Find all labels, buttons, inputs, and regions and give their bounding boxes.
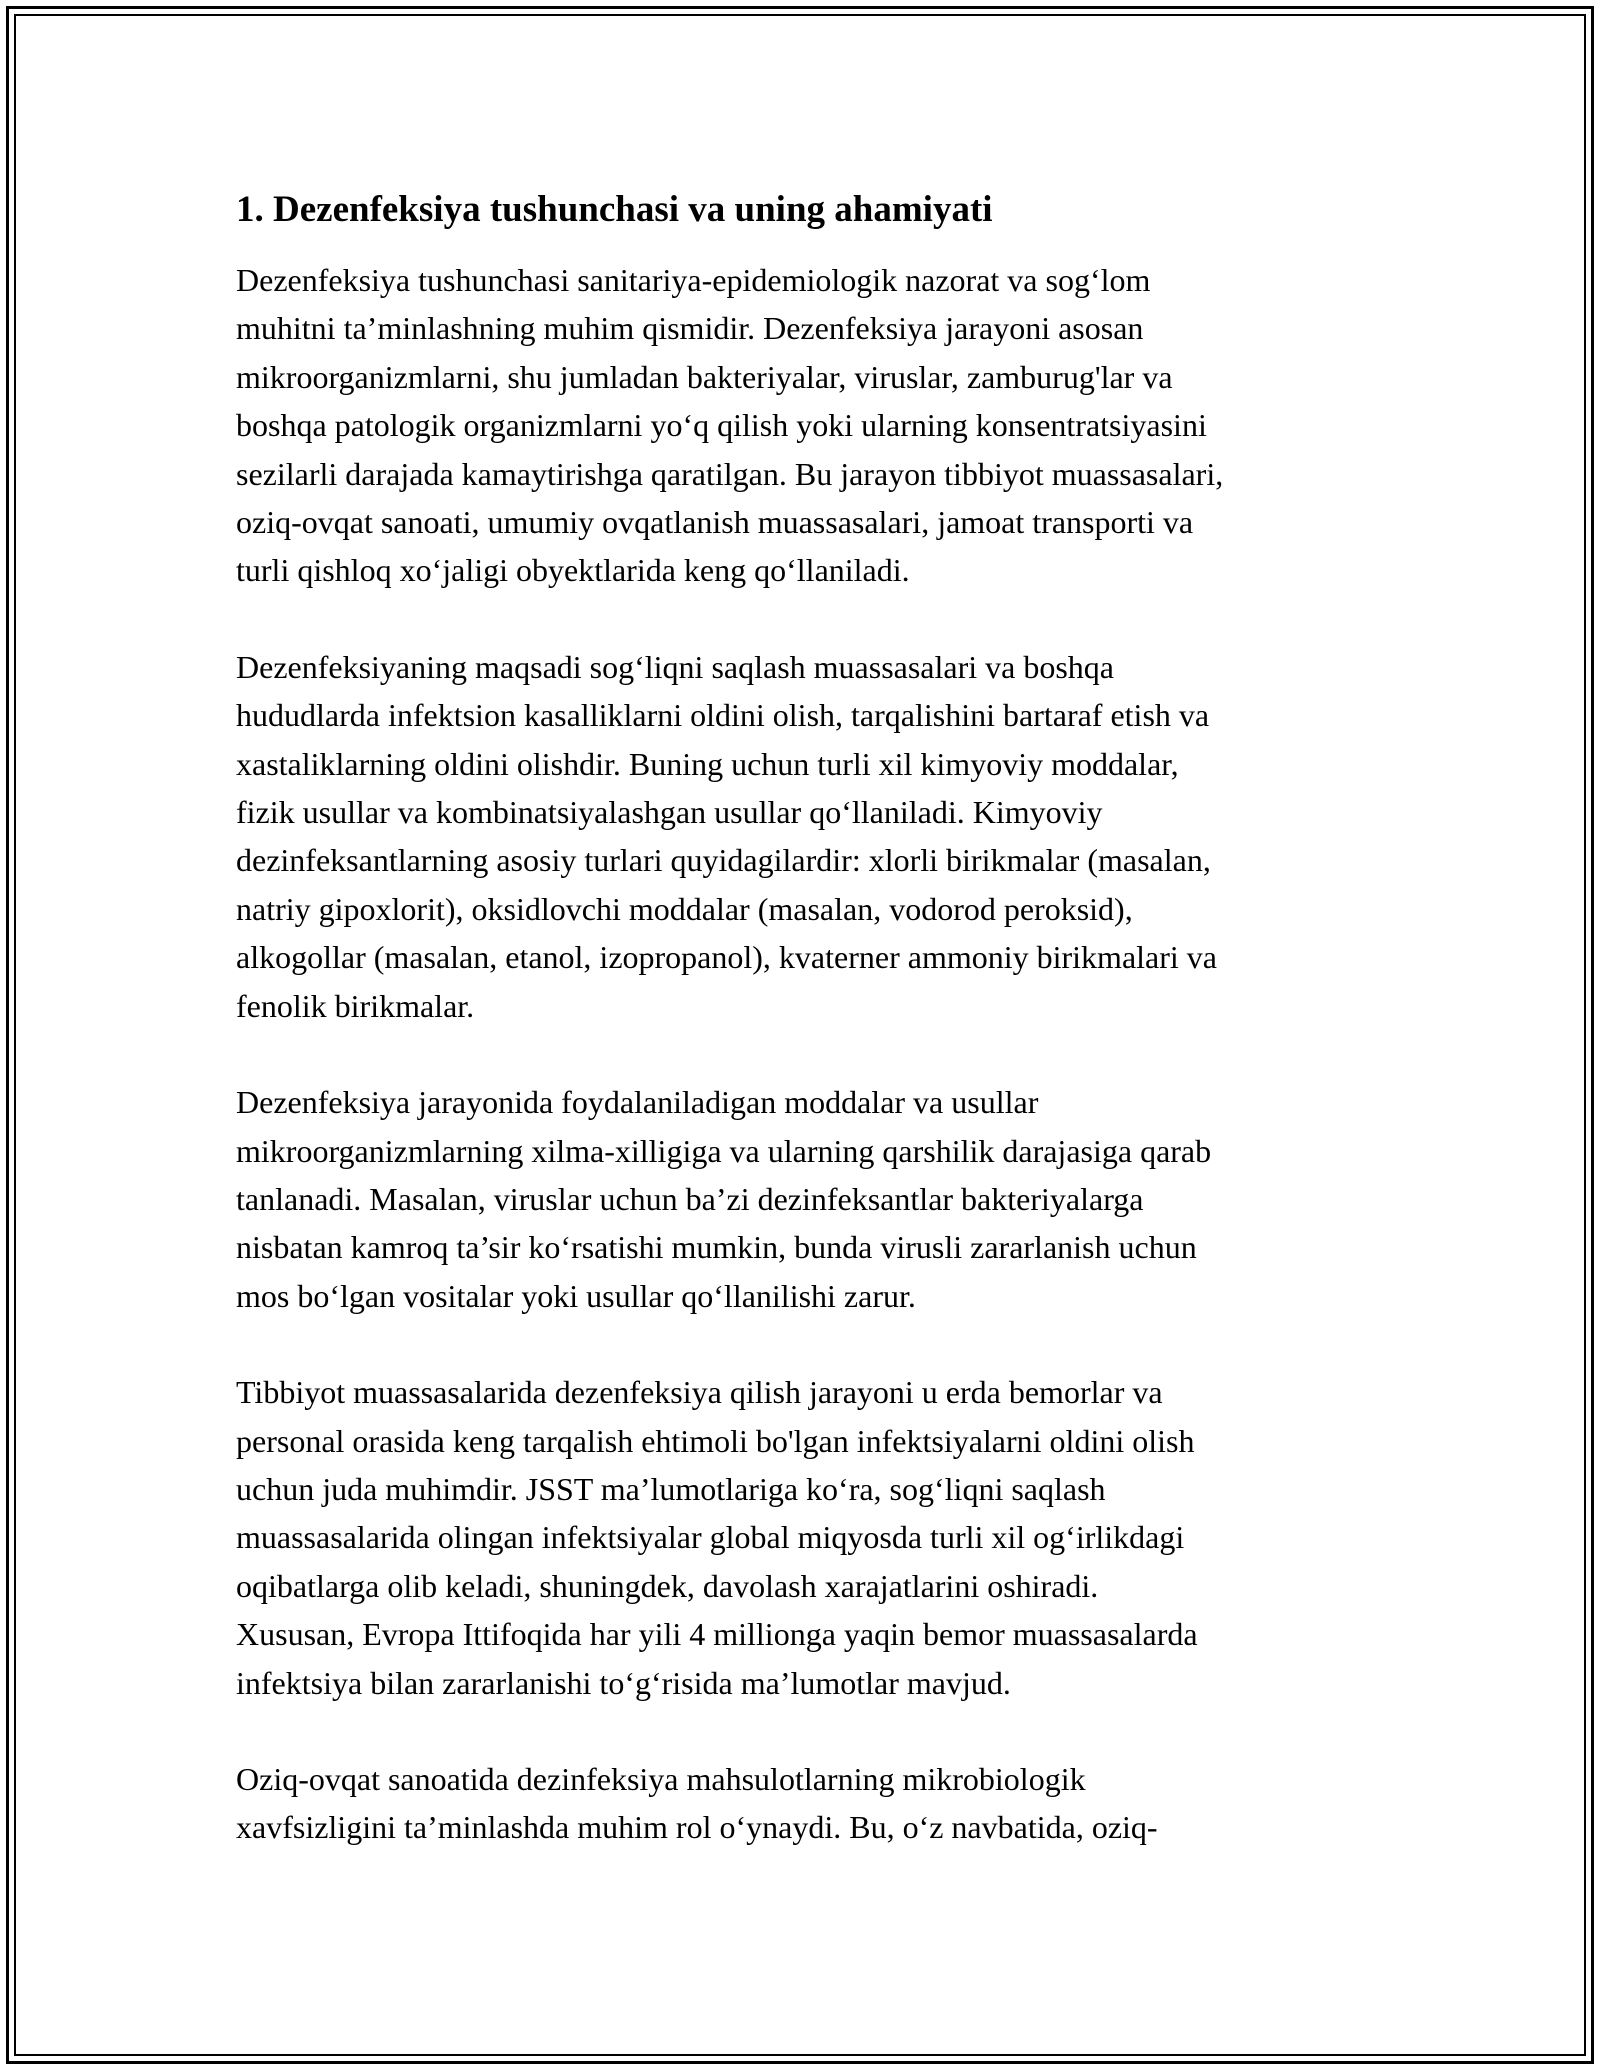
text-line: xastaliklarning oldini olishdir. Buning uchun turli xil kimyoviy moddalar,	[236, 745, 1179, 782]
text-line: mos bo‘lgan vositalar yoki usullar qo‘llanilishi zarur.	[236, 1277, 916, 1314]
text-line: Tibbiyot muassasalarida dezenfeksiya qilish jarayoni u erda bemorlar va	[236, 1374, 1163, 1411]
text-line: dezinfeksantlarning asosiy turlari quyidagilardir: xlorli birikmalar (masalan,	[236, 842, 1211, 879]
text-line: personal orasida keng tarqalish ehtimoli bo'lgan infektsiyalarni oldini olish	[236, 1422, 1195, 1459]
text-line: muassasalarida olingan infektsiyalar global miqyosda turli xil og‘irlikdagi	[236, 1519, 1185, 1556]
paragraph-5	[236, 1755, 1386, 1852]
text-line: Dezenfeksiya tushunchasi sanitariya-epidemiologik nazorat va sog‘lom	[236, 262, 1151, 298]
paragraph-3	[236, 1078, 1386, 1320]
text-line: boshqa patologik organizmlarni yo‘q qilish yoki ularning konsentratsiyasini	[236, 407, 1207, 444]
text-line: alkogollar (masalan, etanol, izopropanol), kvaterner ammoniy birikmalari va	[236, 939, 1217, 976]
paragraph-4	[236, 1368, 1386, 1707]
paragraph-2	[236, 643, 1386, 1030]
text-line: mikroorganizmlarni, shu jumladan bakteriyalar, viruslar, zamburug'lar va	[236, 358, 1173, 395]
text-line: mikroorganizmlarning xilma-xilligiga va ularning qarshilik darajasiga qarab	[236, 1132, 1212, 1169]
text-line: natriy gipoxlorit), oksidlovchi moddalar (masalan, vodorod peroksid),	[236, 890, 1133, 927]
section-heading: 1. Dezenfeksiya tushunchasi va uning ahamiyati	[236, 189, 993, 230]
text-line: Xususan, Evropa Ittifoqida har yili 4 millionga yaqin bemor muassasalarda	[236, 1616, 1198, 1653]
text-line: Oziq-ovqat sanoatida dezinfeksiya mahsulotlarning mikrobiologik	[236, 1760, 1086, 1797]
text-line: muhitni ta’minlashning muhim qismidir. Dezenfeksiya jarayoni asosan	[236, 310, 1144, 347]
text-line: nisbatan kamroq ta’sir ko‘rsatishi mumkin, bunda virusli zararlanish uchun	[236, 1229, 1197, 1266]
paragraph-1	[236, 256, 1386, 595]
text-line: Dezenfeksiyaning maqsadi sog‘liqni saqlash muassasalari va boshqa	[236, 648, 1114, 685]
text-line: xavfsizligini ta’minlashda muhim rol o‘ynaydi. Bu, o‘z navbatida, oziq-	[236, 1809, 1158, 1846]
text-line: oziq-ovqat sanoati, umumiy ovqatlanish muassasalari, jamoat transporti va	[236, 504, 1194, 541]
text-line: turli qishloq xo‘jaligi obyektlarida keng qo‘llaniladi.	[236, 552, 910, 589]
text-line: oqibatlarga olib keladi, shuningdek, davolash xarajatlarini oshiradi.	[236, 1567, 1099, 1604]
text-line: sezilarli darajada kamaytirishga qaratilgan. Bu jarayon tibbiyot muassasalari,	[236, 455, 1224, 492]
text-line: hududlarda infektsion kasalliklarni oldini olish, tarqalishini bartaraf etish va	[236, 697, 1210, 734]
text-line: uchun juda muhimdir. JSST ma’lumotlariga ko‘ra, sog‘liqni saqlash	[236, 1470, 1106, 1507]
text-line: fizik usullar va kombinatsiyalashgan usullar qo‘llaniladi. Kimyoviy	[236, 794, 1103, 831]
text-line: Dezenfeksiya jarayonida foydalaniladigan moddalar va usullar	[236, 1084, 1039, 1121]
text-line: tanlanadi. Masalan, viruslar uchun ba’zi dezinfeksantlar bakteriyalarga	[236, 1180, 1144, 1217]
text-line: infektsiya bilan zararlanishi to‘g‘risida ma’lumotlar mavjud.	[236, 1664, 1011, 1701]
document-body	[236, 186, 1386, 1852]
text-line: fenolik birikmalar.	[236, 987, 475, 1024]
